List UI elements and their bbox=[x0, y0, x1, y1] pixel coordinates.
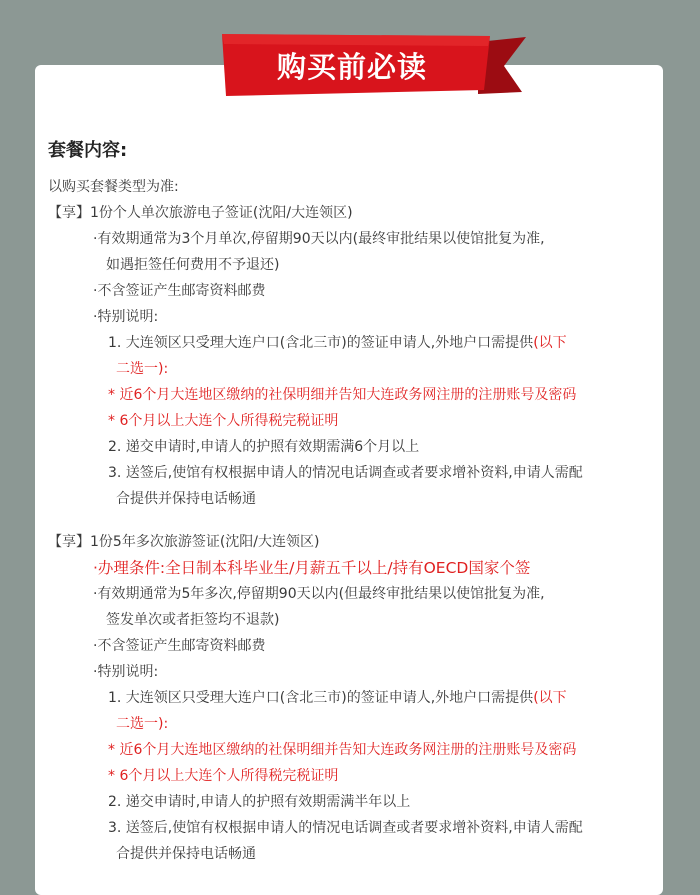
package1-no-mail: ·不含签证产生邮寄资料邮费 bbox=[93, 283, 266, 299]
package1-validity-cont: 如遇拒签任何费用不予退还) bbox=[106, 257, 280, 273]
package1-validity: ·有效期通常为3个月单次,停留期90天以内(最终审批结果以使馆批复为准, bbox=[93, 231, 545, 247]
banner-title: 购买前必读 bbox=[276, 50, 427, 84]
package1-note1 bbox=[48, 330, 648, 356]
package1-note2: 2. 递交申请时,申请人的护照有效期需满6个月以上 bbox=[108, 439, 420, 455]
package1-req1: * 近6个月大连地区缴纳的社保明细并告知大连政务网注册的注册账号及密码 bbox=[108, 387, 577, 403]
package1-note1-cont: 二选一): bbox=[116, 361, 169, 377]
package1-note1-text: 1. 大连领区只受理大连户口(含北三市)的签证申请人,外地户口需提供 bbox=[108, 335, 534, 351]
package2-title: 【享】1份5年多次旅游签证(沈阳/大连领区) bbox=[48, 534, 320, 550]
package1-note1-red: (以下 bbox=[533, 335, 567, 351]
package2-note1 bbox=[48, 685, 648, 711]
package1-note3-cont: 合提供并保持电话畅通 bbox=[116, 491, 256, 507]
package2-validity: ·有效期通常为5年多次,停留期90天以内(但最终审批结果以使馆批复为准, bbox=[93, 586, 545, 602]
package2-req2: * 6个月以上大连个人所得税完税证明 bbox=[108, 768, 339, 784]
intro-text: 以购买套餐类型为准: bbox=[48, 179, 179, 195]
package2-no-mail: ·不含签证产生邮寄资料邮费 bbox=[93, 638, 266, 654]
package2-note1-red: (以下 bbox=[533, 690, 567, 706]
package1-title: 【享】1份个人单次旅游电子签证(沈阳/大连领区) bbox=[48, 205, 353, 221]
package2-validity-cont: 签发单次或者拒签均不退款) bbox=[106, 612, 280, 628]
package2-req1: * 近6个月大连地区缴纳的社保明细并告知大连政务网注册的注册账号及密码 bbox=[108, 742, 577, 758]
notice-content bbox=[48, 138, 648, 867]
package2-note2: 2. 递交申请时,申请人的护照有效期需满半年以上 bbox=[108, 794, 411, 810]
package2-special: ·特别说明: bbox=[93, 664, 159, 680]
package2-note3: 3. 送签后,使馆有权根据申请人的情况电话调查或者要求增补资料,申请人需配 bbox=[108, 820, 583, 836]
package1-note3: 3. 送签后,使馆有权根据申请人的情况电话调查或者要求增补资料,申请人需配 bbox=[108, 465, 583, 481]
package2-condition: ·办理条件:全日制本科毕业生/月薪五千以上/持有OECD国家个签 bbox=[93, 559, 531, 577]
package1-req2: * 6个月以上大连个人所得税完税证明 bbox=[108, 413, 339, 429]
package2-note1-text: 1. 大连领区只受理大连户口(含北三市)的签证申请人,外地户口需提供 bbox=[108, 690, 534, 706]
banner-ribbon bbox=[216, 32, 526, 100]
package2-note1-cont: 二选一): bbox=[116, 716, 169, 732]
package2-note3-cont: 合提供并保持电话畅通 bbox=[116, 846, 256, 862]
package1-special: ·特别说明: bbox=[93, 309, 159, 325]
section-title: 套餐内容: bbox=[48, 140, 128, 161]
